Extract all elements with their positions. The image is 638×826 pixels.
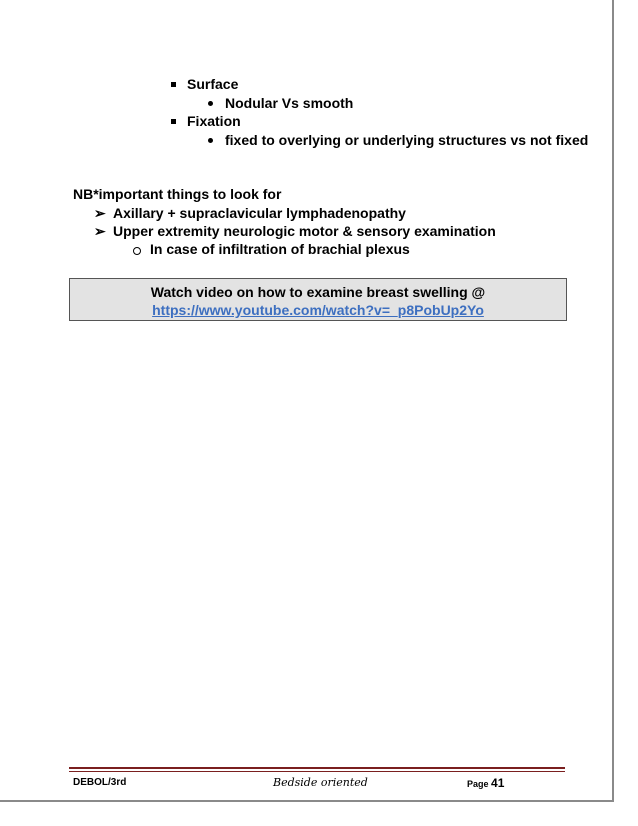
footer-left-text: DEBOL/3rd — [73, 777, 127, 788]
round-bullet-icon — [208, 101, 213, 106]
square-bullet-icon — [171, 119, 176, 124]
footer-rule — [69, 767, 565, 769]
surface-detail: Nodular Vs smooth — [225, 95, 354, 111]
arrow-bullet-icon: ➢ — [94, 223, 106, 239]
page-label: Page — [467, 779, 489, 789]
nb-subitem: In case of infiltration of brachial plexus — [150, 241, 410, 257]
surface-label: Surface — [187, 76, 239, 92]
fixation-detail: fixed to overlying or underlying structures vs not fixed — [225, 132, 589, 148]
video-callout-title: Watch video on how to examine breast swelling @ — [150, 284, 486, 300]
page-number: 41 — [491, 776, 505, 790]
youtube-link[interactable]: https://www.youtube.com/watch?v=_p8PobUp2Yo — [152, 302, 484, 318]
video-callout-box — [69, 278, 567, 321]
round-bullet-icon — [208, 138, 213, 143]
footer-center-text: Bedside oriented — [273, 776, 368, 789]
nb-heading: NB*important things to look for — [73, 186, 282, 202]
footer-rule-thin — [69, 771, 565, 772]
nb-item: Upper extremity neurologic motor & sensory examination — [113, 223, 496, 239]
arrow-bullet-icon: ➢ — [94, 205, 106, 221]
page-number-block — [467, 776, 504, 790]
circle-bullet-icon — [133, 247, 141, 255]
nb-item: Axillary + supraclavicular lymphadenopathy — [113, 205, 406, 221]
square-bullet-icon — [171, 82, 176, 87]
fixation-label: Fixation — [187, 113, 241, 129]
